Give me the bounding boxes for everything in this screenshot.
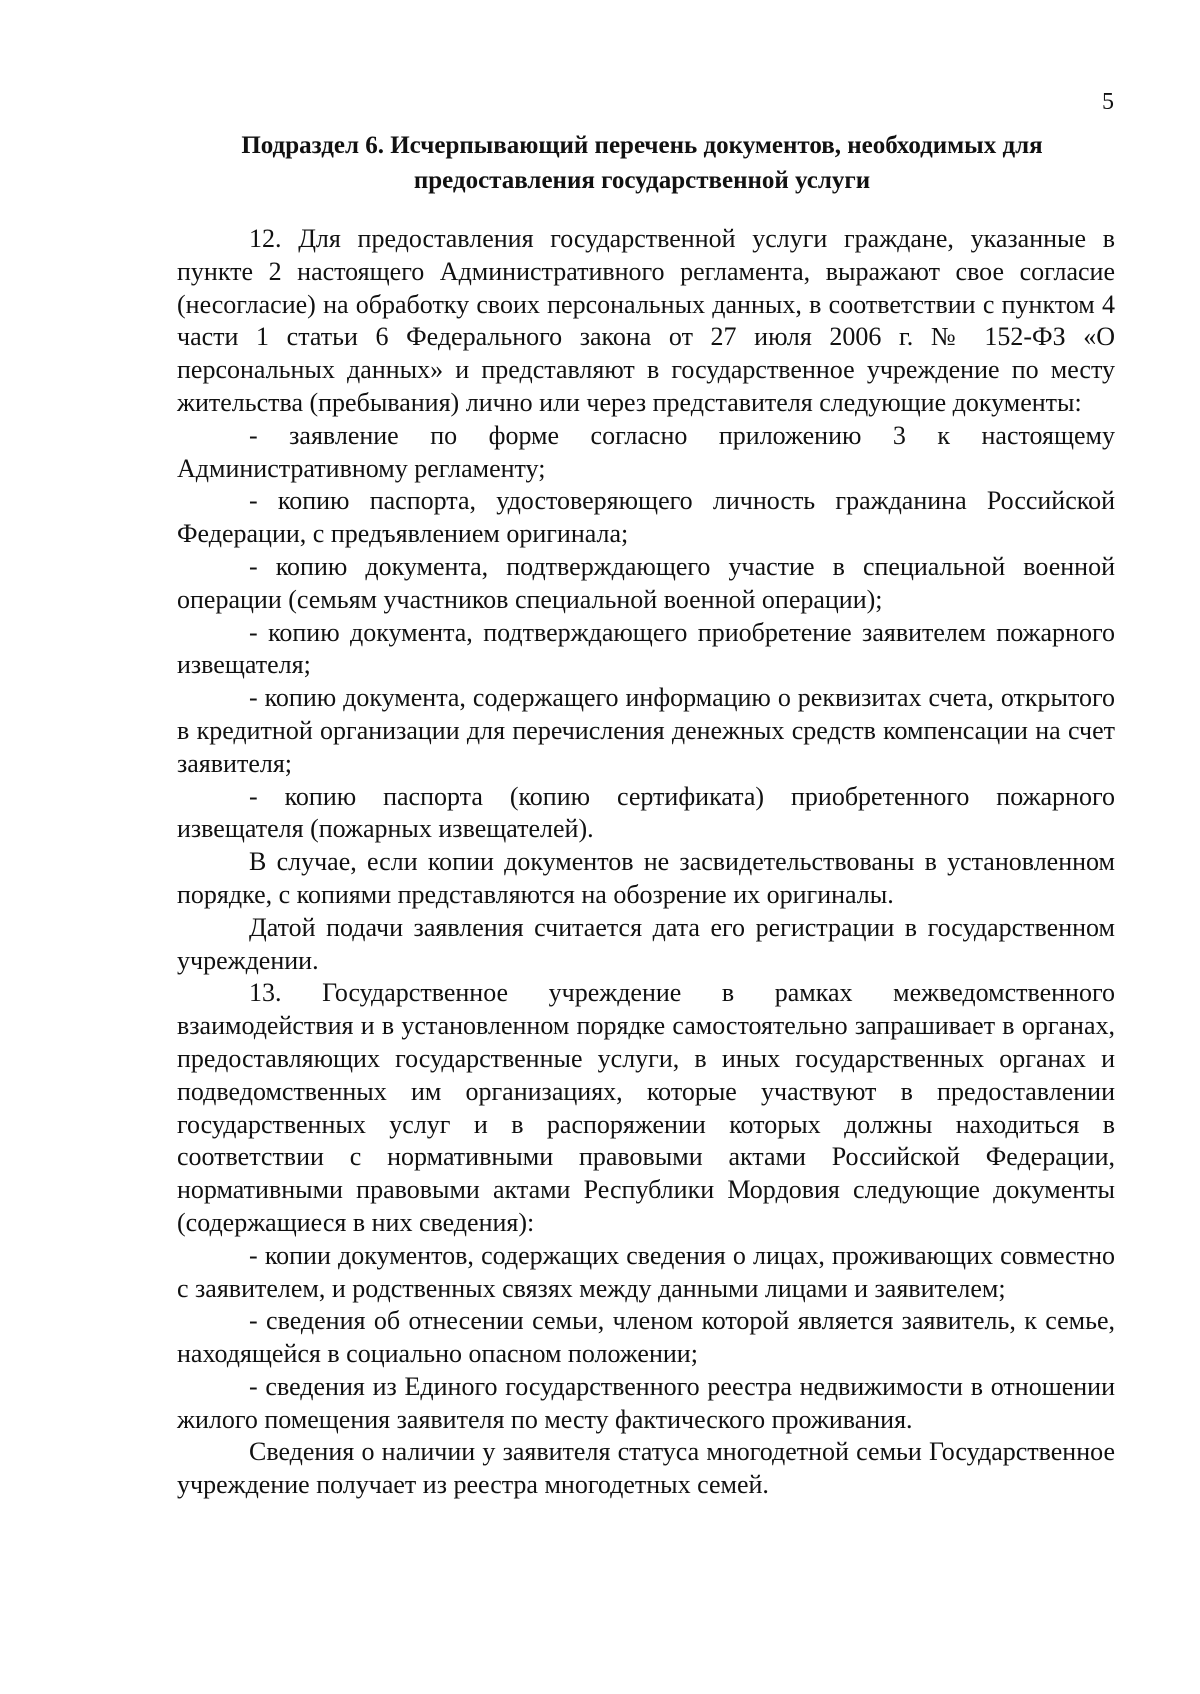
document-body <box>177 223 1115 1502</box>
paragraph-12-intro: 12. Для предоставления государственной услуги граждане, указанные в пункте 2 настоящего Административного регламента, выражают свое согласие (несогласие) на обработку своих персональных данных, в соответствии с пунктом 4 части 1 статьи 6 Федерального закона от 27 июля 2006 г. № 152-ФЗ «О персональных данных» и представляют в государственное учреждение по месту жительства (пребывания) лично или через представителя следующие документы: <box>177 224 1115 417</box>
section-heading-line-1: Подраздел 6. Исчерпывающий перечень документов, необходимых для <box>241 132 1043 159</box>
section-heading <box>176 128 1108 198</box>
list-item-detector-passport-copy: - копию паспорта (копию сертификата) приобретенного пожарного извещателя (пожарных извещателей). <box>177 781 1115 844</box>
list-item-military-operation-document: - копию документа, подтверждающего участие в специальной военной операции (семьям участников специальной военной операции); <box>177 551 1115 614</box>
list-item-detector-purchase-document: - копию документа, подтверждающего приобретение заявителем пожарного извещателя; <box>177 617 1115 680</box>
list-item-passport-copy: - копию паспорта, удостоверяющего личность гражданина Российской Федерации, с предъявлением оригинала; <box>177 486 1115 549</box>
list-item-cohabitants-documents: - копии документов, содержащих сведения о лицах, проживающих совместно с заявителем, и родственных связях между данными лицами и заявителем; <box>177 1240 1115 1303</box>
list-item-bank-account-document: - копию документа, содержащего информацию о реквизитах счета, открытого в кредитной организации для перечисления денежных средств компенсации на счет заявителя; <box>177 683 1115 778</box>
section-heading-line-2: предоставления государственной услуги <box>413 167 871 194</box>
page-number: 5 <box>1102 89 1114 115</box>
paragraph-uncertified-copies: В случае, если копии документов не засвидетельствованы в установленном порядке, с копиями представляются на обозрение их оригиналы. <box>177 847 1115 909</box>
paragraph-large-family-registry: Сведения о наличии у заявителя статуса многодетной семьи Государственное учреждение получает из реестра многодетных семей. <box>177 1437 1115 1500</box>
list-item-family-status-info: - сведения об отнесении семьи, членом которой является заявитель, к семье, находящейся в социально опасном положении; <box>177 1306 1115 1369</box>
paragraph-application-date: Датой подачи заявления считается дата его регистрации в государственном учреждении. <box>177 912 1115 975</box>
list-item-real-estate-registry-info: - сведения из Единого государственного реестра недвижимости в отношении жилого помещения заявителя по месту фактического проживания. <box>177 1371 1115 1434</box>
list-item-application-form: - заявление по форме согласно приложению 3 к настоящему Административному регламенту; <box>177 420 1115 483</box>
paragraph-13-intro: 13. Государственное учреждение в рамках межведомственного взаимодействия и в установленном порядке самостоятельно запрашивает в органах, предоставляющих государственные услуги, в иных государственных органах и подведомственных им организациях, которые участвуют в предоставлении государственных услуг и в распоряжении которых должны находиться в соответствии с нормативными правовыми актами Российской Федерации, нормативными правовыми актами Республики Мордовия следующие документы (содержащиеся в них сведения): <box>177 978 1115 1237</box>
